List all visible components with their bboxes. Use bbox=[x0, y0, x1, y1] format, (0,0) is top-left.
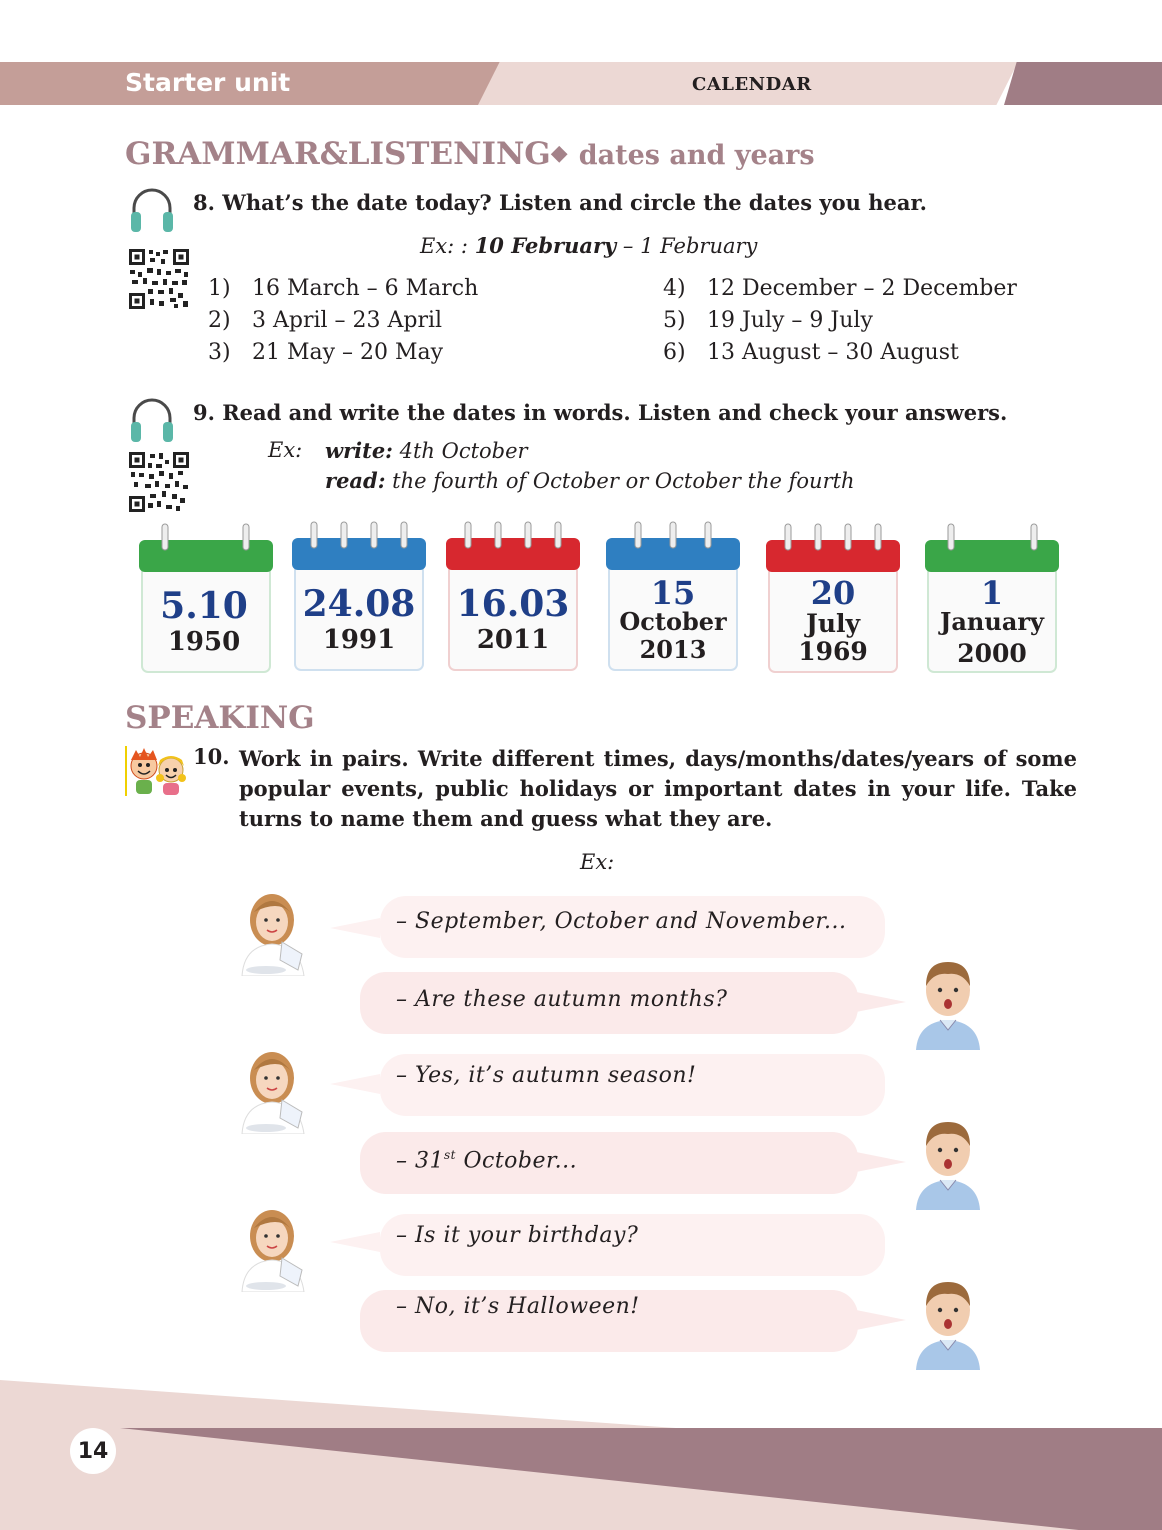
example-label: Ex: : bbox=[420, 234, 475, 258]
diamond-icon: ◆ bbox=[550, 140, 568, 166]
example-date: – 1 February bbox=[616, 234, 758, 258]
svg-text:1969: 1969 bbox=[798, 637, 868, 666]
headphones-icon bbox=[128, 186, 176, 236]
svg-text:15: 15 bbox=[650, 574, 696, 612]
boy-avatar bbox=[910, 1116, 986, 1210]
svg-text:2013: 2013 bbox=[639, 635, 707, 664]
svg-text:October: October bbox=[619, 607, 727, 636]
header-band-right bbox=[1004, 62, 1162, 105]
qr-code-icon[interactable] bbox=[128, 451, 190, 513]
svg-text:2011: 2011 bbox=[476, 625, 550, 655]
calendar-icon bbox=[289, 516, 429, 676]
example-bold-date: 10 February bbox=[474, 233, 617, 258]
example-label: Ex: bbox=[268, 438, 303, 462]
boy-avatar bbox=[910, 1276, 986, 1370]
list-item: 1) 16 March – 6 March bbox=[208, 276, 479, 301]
list-item: 3) 21 May – 20 May bbox=[208, 340, 444, 365]
calendar-icon bbox=[922, 518, 1062, 678]
svg-text:24.08: 24.08 bbox=[302, 583, 416, 625]
girl-avatar bbox=[232, 1200, 316, 1292]
svg-text:5.10: 5.10 bbox=[160, 585, 248, 627]
dialogue-line: – No, it’s Halloween! bbox=[396, 1294, 640, 1319]
svg-text:20: 20 bbox=[810, 574, 856, 612]
svg-text:2000: 2000 bbox=[957, 639, 1027, 668]
topic-label: CALENDAR bbox=[692, 74, 812, 95]
bubble-tail bbox=[330, 1074, 380, 1094]
task-10-number: 10. bbox=[193, 744, 230, 769]
calendar-icon bbox=[763, 518, 903, 678]
calendar-icon bbox=[603, 516, 743, 676]
unit-label: Starter unit bbox=[125, 68, 291, 97]
section-title-speaking: SPEAKING bbox=[125, 700, 315, 736]
dialogue-line: – Yes, it’s autumn season! bbox=[396, 1063, 697, 1088]
speaking-example-label: Ex: bbox=[580, 850, 615, 874]
svg-text:July: July bbox=[805, 609, 861, 638]
qr-code-icon[interactable] bbox=[128, 248, 190, 310]
grammar-subtitle: dates and years bbox=[578, 140, 815, 171]
boy-avatar bbox=[910, 956, 986, 1050]
girl-avatar bbox=[232, 884, 316, 976]
dialogue-line: – Is it your birthday? bbox=[396, 1223, 639, 1248]
example-read-line: read: the fourth of October or October the fourth bbox=[325, 468, 855, 493]
list-item: 6) 13 August – 30 August bbox=[663, 340, 959, 365]
bubble-tail bbox=[856, 1152, 906, 1172]
page-number-badge bbox=[70, 1428, 116, 1474]
bubble-tail bbox=[856, 992, 906, 1012]
headphones-icon bbox=[128, 396, 176, 446]
bubble-tail bbox=[330, 918, 380, 938]
task-8-example bbox=[420, 233, 757, 258]
svg-text:1950: 1950 bbox=[167, 627, 241, 657]
calendar-row bbox=[136, 516, 1066, 680]
grammar-title: GRAMMAR&LISTENING bbox=[125, 136, 551, 172]
example-write-line: write: 4th October bbox=[325, 438, 528, 463]
list-item: 5) 19 July – 9 July bbox=[663, 308, 873, 333]
list-item: 4) 12 December – 2 December bbox=[663, 276, 1017, 301]
page-number: 14 bbox=[77, 1438, 109, 1464]
dialogue-line: – Are these autumn months? bbox=[396, 987, 728, 1012]
svg-text:1991: 1991 bbox=[322, 625, 396, 655]
dialogue-line: – September, October and November... bbox=[396, 909, 847, 934]
dialogue-line: – 31st October... bbox=[396, 1148, 578, 1174]
bubble-tail bbox=[856, 1310, 906, 1330]
calendar-icon bbox=[136, 518, 276, 678]
task-8-instruction: 8. What’s the date today? Listen and circle the dates you hear. bbox=[193, 190, 927, 215]
list-item: 2) 3 April – 23 April bbox=[208, 308, 443, 333]
section-title-grammar bbox=[125, 136, 815, 172]
svg-text:16.03: 16.03 bbox=[456, 583, 570, 625]
task-9-instruction: 9. Read and write the dates in words. Listen and check your answers. bbox=[193, 400, 1008, 425]
girl-avatar bbox=[232, 1042, 316, 1134]
svg-text:1: 1 bbox=[980, 574, 1004, 612]
task-10-instruction: Work in pairs. Write different times, days/months/dates/years of some popular events, public holidays or important dates in your life. Take turns to name them and guess what they are. bbox=[239, 746, 1077, 831]
dialogue bbox=[320, 880, 1110, 1380]
task-9-example bbox=[268, 438, 1128, 498]
svg-text:January: January bbox=[940, 607, 1044, 636]
kids-icon bbox=[124, 744, 190, 798]
calendar-icon bbox=[443, 516, 583, 676]
bubble-tail bbox=[330, 1232, 380, 1252]
